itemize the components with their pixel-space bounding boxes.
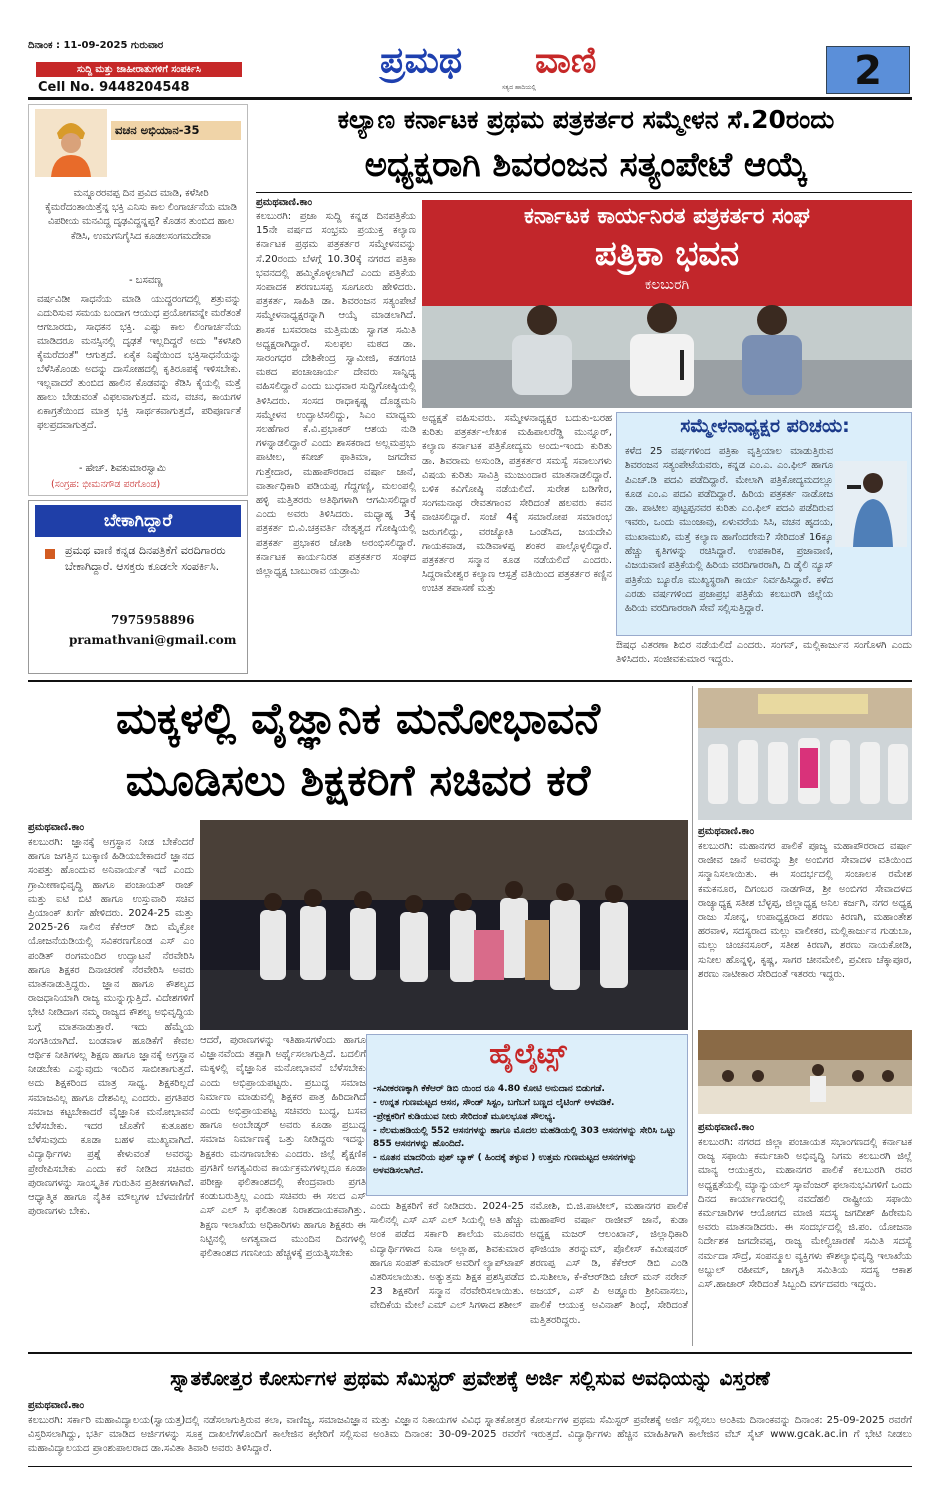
section-rule-2 xyxy=(28,1352,912,1354)
story5-headline: ಸ್ನಾತಕೋತ್ತರ ಕೋರ್ಸುಗಳ ಪ್ರಥಮ ಸೆಮಿಸ್ಟರ್ ಪ್ರವೇಶಕ್ಕೆ ಅರ್ಜಿ ಸಲ್ಲಿಸುವ ಅವಧಿಯನ್ನು ವಿಸ್ತರಣೆ xyxy=(170,1366,770,1390)
vachana-verse: ಮನ್ನೂರರವಪ್ಪ ದಿನ ಪ್ರವಿದ ಮಾಡಿ, ಕಳೆಸೀರಿ ಕೈಮರೆದಂತಾಯಿತ್ತೆನ್ನ ಭಕ್ತಿ ಎನಿಸು ಕಾಲ ಲಿಂಗಾರ್ಚನೆಯ ಮಾಡಿ ವಿಪರೀಯ ಮನವಿದ್ದ ದೃಢವಿದ್ದನ್ನಪ್ಪ? ಕೊಡನ ತುಂಬಿದ ಹಾಲ ಕೆಡಿಸಿ, ಉಮಗನಿಗೈಸಿದ ಕೂಡಲಸಂಗಮದೇವಾ xyxy=(45,188,237,242)
wanted-email: pramathvani@gmail.com xyxy=(69,633,237,647)
highlights-title: ಹೈಲೈಟ್ಸ್ xyxy=(489,1037,567,1070)
highlight-item: - ಉನ್ನತ ಗುಣಮಟ್ಟದ ಆಸನ, ಸೌಂಡ್ ಸಿಸ್ಟಂ, ಬಗೆಬಗೆ ಬಣ್ಣದ ಲೈಟಿಂಗ್ ಅಳವಡಿಕೆ. xyxy=(373,1098,615,1108)
story1-rule xyxy=(256,192,912,193)
press-meet-photo xyxy=(422,200,912,408)
section-rule-1 xyxy=(28,680,912,682)
banner-line1: ಕರ್ನಾಟಕ ಕಾರ್ಯನಿರತ ಪತ್ರಕರ್ತರ ಸಂಘ xyxy=(524,204,810,229)
tagline: ಸತ್ಯದ ಹಾದಿಯಲ್ಲಿ xyxy=(502,84,537,91)
wanted-title: ಬೇಕಾಗಿದ್ದಾರೆ xyxy=(35,505,241,537)
wanted-ad xyxy=(28,500,248,674)
felicitation-photo-1 xyxy=(698,688,912,820)
story2-col2: ಆದರೆ, ಪುರಾಣಗಳನ್ನು ಇತಿಹಾಸಗಳೆಂದು ಹಾಗೂ ವಿಜ್ಞಾನವೆಂದು ತಪ್ಪಾಗಿ ಅರ್ಥೈಸಲಾಗುತ್ತಿದೆ. ಬದಲಿಗೆ ಮಕ್ಕಳಲ್ಲಿ ವೈಜ್ಞಾನಿಕ ಮನೋಭಾವನೆ ಬೆಳೆಸಬೇಕು ಎಂದು ಅಭಿಪ್ರಾಯಪಟ್ಟರು. ಪ್ರಬುದ್ಧ ಸಮಾಜ ನಿರ್ಮಾಣ ಮಾಡುವಲ್ಲಿ ಶಿಕ್ಷಕರ ಪಾತ್ರ ಹಿರಿದಾಗಿದೆ ಎಂದು ಅಭಿಪ್ರಾಯಪಟ್ಟ ಸಚಿವರು ಬುದ್ಧ, ಬಸವ ಹಾಗೂ ಅಂಬೇಡ್ಕರ್ ಅವರು ಕೂಡಾ ಪ್ರಬುದ್ಧ ಸಮಾಜ ನಿರ್ಮಾಣಕ್ಕೆ ಒತ್ತು ನೀಡಿದ್ದರು ಇದನ್ನು ಶಿಕ್ಷಕರು ಮನಗಾಣಬೇಕು ಎಂದರು. ಜಿಲ್ಲೆ ಶೈಕ್ಷಣಿಕ ಪ್ರಗತಿಗೆ ಅಗತ್ಯವಿರುವ ಕಾರ್ಯಕ್ರಮಗಳಲ್ಲದೂ ಕೂಡಾ ಪರೀಕ್ಷಾ ಫಲಿತಾಂಶದಲ್ಲಿ ಕೇಂದ್ರವಾರು ಪ್ರಗತಿ ಕಂಡುಬರುತ್ತಿಲ್ಲ ಎಂದು ಸಚಿವರು ಈ ಸಲದ ಎಸ್ ಎಸ್ ಎಲ್ ಸಿ ಫಲಿತಾಂಶ ನಿರಾಶದಾಯಕವಾಗಿತ್ತು. ಶಿಕ್ಷಣ ಇಲಾಖೆಯ ಅಧಿಕಾರಿಗಳು ಹಾಗೂ ಶಿಕ್ಷಕರು ಈ ನಿಟ್ಟಿನಲ್ಲಿ ಅಗತ್ಯವಾದ ಮುಂದಿನ ದಿನಗಳಲ್ಲಿ ಫಲಿತಾಂಶದ ಗಣನೀಯ ಹೆಚ್ಚಳಕ್ಕೆ ಪ್ರಯತ್ನಿಸಬೇಕು xyxy=(200,1035,366,1260)
workshop-photo xyxy=(698,1030,912,1114)
story1-tail: ಔಷಧ ವಿತರಣಾ ಶಿಬಿರ ನಡೆಯಲಿದೆ ಎಂದರು. ಸಂಗನ್, ಮಲ್ಲಿಕಾರ್ಜುನ ಸಂಗೊಳಗಿ ಎಂದು ತಿಳಿಸಿದರು. ಸಂಜೀವಕುಮಾರ ಇದ್ದರು. xyxy=(616,640,912,666)
story1-col2: ಅಧ್ಯಕ್ಷತೆ ವಹಿಸುವರು. ಸಮ್ಮೇಳನಾಧ್ಯಕ್ಷರ ಬದುಕು-ಬರಹ ಕುರಿತು ಪತ್ರಕರ್ತ-ಲೇಖಕ ಮಹಿಪಾಲರೆಡ್ಡಿ ಮುನ್ನೂರ್, ಕಲ್ಯಾಣ ಕರ್ನಾಟಕ ಪತ್ರಿಕೋದ್ಯಮ ಅಂದು-ಇಂದು ಕುರಿತು ಡಾ. ಶಿವರಾಮ ಅಸುಂಡಿ, ಪತ್ರಕರ್ತರ ಸಮಸ್ಯೆ ಸವಾಲುಗಳು ವಿಷಯ ಕುರಿತು ಸಾವಿತ್ರಿ ಮುಜುಂದಾರ ಮಾತನಾಡಲಿದ್ದಾರೆ. ಬಳಿಕ ಕವಿಗೋಷ್ಠಿ ನಡೆಯಲಿದೆ. ಸುರೇಶ ಬಡಿಗೇರ, ಸಂಗಮನಾಥ ರೇವತಗಾಂವ ಸೇರಿದಂತೆ ಹಲವರು ಕವನ ವಾಚಿಸಲಿದ್ದಾರೆ. ಸಂಜೆ 4ಕ್ಕೆ ಸಮಾರೋಪ ಸಮಾರಂಭ ಜರುಗಲಿದ್ದು, ವರಜ್ಯೋತಿ ಒಂಡೆಸಿದ, ಜಯದೇವಿ ಗಾಯಕವಾಡ, ಮಡಿವಾಳಪ್ಪ ಶಂಕರ ಪಾಲ್ಗೊಳ್ಳಲಿದ್ದಾರೆ. ಪತ್ರಕರ್ತರ ಸನ್ಮಾನ ಕೂಡ ನಡೆಯಲಿದೆ ಎಂದರು. ಸಿದ್ದರಾಮೇಶ್ವರ ಕಲ್ಯಾಣ ಆಸ್ಪತ್ರೆ ವತಿಯಿಂದ ಪತ್ರಕರ್ತರ ಕಣ್ಣಿನ ಉಚಿತ ತಪಾಸಣೆ ಮತ್ತು xyxy=(422,413,612,595)
story4-body: ಕಲಬುರಗಿ: ನಗರದ ಜಿಲ್ಲಾ ಪಂಚಾಯತ ಸಭಾಂಗಣದಲ್ಲಿ ಕರ್ನಾಟಕ ರಾಜ್ಯ ಸಫಾಯಿ ಕರ್ಮಚಾರಿ ಅಭಿವೃದ್ಧಿ ನಿಗಮ ಕಲಬುರಗಿ ಜಿಲ್ಲೆ ಮಾನ್ಯ ಆಯುಕ್ತರು, ಮಹಾನಗರ ಪಾಲಿಕೆ ಕಲಬುರಗಿ ರವರ ಅಧ್ಯಕ್ಷತೆಯಲ್ಲಿ ಮ್ಯಾನ್ಯುಯಲ್ ಸ್ಕಾವೆಂಜರ್ ಫಲಾನುಭವಿಗಳಿಗೆ ಒಂದು ದಿನದ ಕಾರ್ಯಾಗಾರದಲ್ಲಿ ನವದೆಹಲಿ ರಾಷ್ಟ್ರೀಯ ಸಫಾಯಿ ಕರ್ಮಚಾರಿಗಳ ಆಯೋಗದ ಮಾಜಿ ಸದಸ್ಯ ಜಗದೀಶ್ ಹಿರೇಮನಿ ಅವರು ಮಾತನಾಡಿದರು. ಈ ಸಂದರ್ಭದಲ್ಲಿ ಜಿ.ಪಂ. ಯೋಜನಾ ನಿರ್ದೇಶಕ ಜಗದೇವಪ್ಪ, ರಾಜ್ಯ ಮೇಲ್ವಿಚಾರಣೆ ಸಮಿತಿ ಸದಸ್ಯೆ ನರ್ಮದಾ ಸೌದ್ರೆ, ಸಂಪನ್ಮೂಲ ವ್ಯಕ್ತಿಗಳು ಕೌಶಲ್ಯಾಭಿವೃದ್ಧಿ ಇಲಾಖೆಯ ಅಬ್ದುಲ್ ರಹೀಮ್, ಜಾಗೃತಿ ಸಮಿತಿಯ ಸದಸ್ಯ ಆಕಾಶ ಎಸ್.ಹಾಜಾರ್ ಸೇರಿದಂತೆ ಸಿಬ್ಬಂದಿ ವರ್ಗದವರು ಇದ್ದರು. xyxy=(698,1137,912,1291)
highlight-item: -ಪ್ರೇಕ್ಷಕರಿಗೆ ಕುಡಿಯುವ ನೀರು ಸೇರಿದಂತೆ ಮೂಲಭೂತ ಸೌಲಭ್ಯ. xyxy=(373,1112,556,1122)
story2-headline1: ಮಕ್ಕಳಲ್ಲಿ ವೈಜ್ಞಾನಿಕ ಮನೋಭಾವನೆ xyxy=(115,694,601,744)
story2-byline: ಪ್ರಮಥವಾಣಿ.ಕಾಂ xyxy=(28,822,85,833)
story1-byline: ಪ್ರಮಥವಾಣಿ.ಕಾಂ xyxy=(256,197,313,208)
story2-col1: ಕಲಬುರಗಿ: ಜ್ಞಾನಕ್ಕೆ ಅಗ್ರಸ್ಥಾನ ನೀಡ ಬೇಕೆಂದರೆ ಹಾಗೂ ಜಗತ್ತಿನ ಬುಕ್ಕಾಣಿ ಹಿಡಿಯಬೇಕಾದರೆ ಜ್ಞಾನದ ಸಂಪತ್ತು ಹೊಂದುವ ಅನಿವಾರ್ಯತೆ ಇದೆ ಎಂದು ಗ್ರಾಮೀಣಾಭಿವೃದ್ಧಿ ಹಾಗೂ ಪಂಚಾಯತ್ ರಾಜ್ ಮತ್ತು ಐಟಿ ಬಿಟಿ ಹಾಗೂ ಉಸ್ತುವಾರಿ ಸಚಿವ ಪ್ರಿಯಾಂಕ್ ಖರ್ಗೆ ಹೇಳಿದರು. 2024-25 ಮತ್ತು 2025-26 ಸಾಲಿನ ಕೆಕೆಆರ್ ಡಿಬಿ ಮೈಕ್ರೋ ಯೋಜನೆಯಡಿಯಲ್ಲಿ ಸವಿಕರಣಗೊಂಡ ಎಸ್ ಎಂ ಪಂಡಿತ್ ರಂಗಮಂದಿರ ಉದ್ಘಾಟನೆ ನೆರವೇರಿಸಿ ಹಾಗೂ ಶಿಕ್ಷಕರ ದಿನಾಚರಣೆ ನೆರವೇರಿಸಿ ಅವರು ಮಾತನಾಡುತ್ತಿದ್ದರು. ಜ್ಞಾನ ಹಾಗೂ ಕೌಶಲ್ಯದ ರಾಜಧಾನಿಯಾಗಿ ರಾಜ್ಯ ಮುನ್ನುಗ್ಗುತ್ತಿದೆ. ವಿದೇಶಗಳಿಗೆ ಭೇಟಿ ನೀಡಿದಾಗ ನಮ್ಮ ರಾಜ್ಯದ ಕೌಶಲ್ಯ ಅಭಿವೃದ್ಧಿಯ ಬಗ್ಗೆ ಮಾತನಾಡುತ್ತಾರೆ. ಇದು ಹೆಮ್ಮೆಯ ಸಂಗತಿಯಾಗಿದೆ. ಬಂಡವಾಳ ಹೂಡಿಕೆಗೆ ಕೇವಲ ಆರ್ಥಿಕ ನೀತಿಗಳಲ್ಲ ಶಿಕ್ಷಣ ಹಾಗೂ ಜ್ಞಾನಕ್ಕೆ ಅಗ್ರಸ್ಥಾನ ನೀಡಬೇಕು ಎನ್ನುವುದು ಇಂದಿನ ಸಾಬೀತಾಗುತ್ತದೆ. ಅದು ಶಿಕ್ಷಕರಿಂದ ಮಾತ್ರ ಸಾಧ್ಯ. ಶಿಕ್ಷಕರಿಲ್ಲದೆ ಸಮಾಜವಿಲ್ಲ ಹಾಗೂ ದೇಶವಿಲ್ಲ ಎಂದರು. ಪ್ರಗತಿಪರ ಸಮಾಜ ಕಟ್ಟಬೇಕಾದರೆ ವೈಜ್ಞಾನಿಕ ಮನೋಭಾವನೆ ಬೆಳೆಸಬೇಕು. ಇದರ ಜೊತೆಗೆ ಕುತೂಹಲ ಬೆಳೆಸುವುದು ಕೂಡಾ ಬಹಳ ಮುಖ್ಯವಾಗಿದೆ. ವಿದ್ಯಾರ್ಥಿಗಳು ಪ್ರಶ್ನೆ ಕೇಳುವಂತೆ ಅವರನ್ನು ಪ್ರೇರೇಪಿಸಬೇಕು ಎಂದು ಕರೆ ನೀಡಿದ ಸಚಿವರು ಪುರಾಣಗಳನ್ನು ಸಾಂಸ್ಕೃತಿಕ ಗುರುತಿನ ಪ್ರತೀಕಗಳಾಗಿವೆ. ಆಧ್ಯಾತ್ಮಿಕ ಹಾಗೂ ನೈತಿಕ ಮೌಲ್ಯಗಳ ಬೆಳವಣಿಗೆಗೆ ಪುರಾಣಗಳು ಬೇಕು. xyxy=(28,837,194,1218)
col-divider xyxy=(692,686,693,1346)
story3-body: ಕಲಬುರಗಿ: ಮಹಾನಗರ ಪಾಲಿಕೆ ಪೂಜ್ಯ ಮಹಾಪೌರರಾದ ವರ್ಷಾ ರಾಜೀವ ಜಾನೆ ಅವರನ್ನು ಶ್ರೀ ಅಂಬಿಗರ ಸೇವಾದಳ ವತಿಯಿಂದ ಸನ್ಮಾನಿಸಲಾಯಿತು. ಈ ಸಂದರ್ಭದಲ್ಲಿ ಸಂಚಾಲಕ ರಮೇಶ ಕಮಕನೂರ, ದಿಗಂಬರ ನಾಡಗೌಡ, ಶ್ರೀ ಅಂಬಿಗರ ಸೇವಾದಳದ ರಾಜ್ಯಾಧ್ಯಕ್ಷ ಸತೀಶ ಬೆಳ್ಳಪ್ಪ, ಜಿಲ್ಲಾಧ್ಯಕ್ಷ ಅನಿಲ ಕರ್ಜಗಿ, ನಗರ ಅಧ್ಯಕ್ಷ ರಾಜು ಸೋನ್ನ, ಉಪಾಧ್ಯಕ್ಷರಾದ ಶರಣು ಕಿರಣಗಿ, ಮಹಾಂತೇಶ ಹರವಾಳ, ಸದಸ್ಯರಾದ ಮಲ್ಲು ವಾಲೀಕರ, ಮಲ್ಲಿಕಾರ್ಜುನ ಗುಡುಬಾ, ಮಲ್ಲು ಚಿಂಚನಸೂರ್, ಸತೀಶ ಕಿರಣಗಿ, ಶರಣು ನಾಯಕೋಡಿ, ಸುನೀಲ ಹೊನ್ನಳ್ಳಿ, ಕೃಷ್ಣ, ಸಾಗರ ಚೀನಮೇಲಿ, ಪ್ರವೀಣ ಚೆಕ್ಕಾಪೂರ, ಶರಣು ನಾಟೀಕಾರ ಸೇರಿದಂತೆ ಇತರರು ಇದ್ದರು. xyxy=(698,841,912,980)
highlight-item: - ನೂತನ ಮಾದರಿಯ ಪುಶ್ ಬ್ಯಾಕ್ ( ಹಿಂದಕ್ಕೆ ತಳ್ಳುವ ) ಉತ್ತಮ ಗುಣಮಟ್ಟದ ಆಸನಗಳನ್ನು ಅಳವಡಿಸಲಾಗಿದೆ. xyxy=(373,1153,637,1176)
bottom-rule xyxy=(28,1466,912,1467)
highlights-box xyxy=(366,1034,688,1196)
wanted-phone: 7975958896 xyxy=(111,613,195,627)
story1-headline2: ಅಧ್ಯಕ್ಷರಾಗಿ ಶಿವರಂಜನ ಸತ್ಯಂಪೇಟೆ ಆಯ್ಕೆ xyxy=(364,145,808,185)
banner-line2: ಪತ್ರಿಕಾ ಭವನ xyxy=(594,234,740,274)
highlights-list xyxy=(373,1083,685,1178)
page-number-box xyxy=(826,46,910,94)
story2-headline2: ಮೂಡಿಸಲು ಶಿಕ್ಷಕರಿಗೆ ಸಚಿವರ ಕರೆ xyxy=(125,756,591,806)
intro-body: ಕಳೆದ 25 ವರ್ಷಗಳಿಂದ ಪತ್ರಿಕಾ ವೃತ್ತಿಯಾಲ ಮಾಡುತ್ತಿರುವ ಶಿವರಂಜನ ಸತ್ಯಂಪೇಟೆಯವರು, ಕನ್ನಡ ಎಂ.ಎ. ಎಂ.ಫಿಲ್ ಹಾಗೂ ಪಿಎಚ್.ಡಿ ಪದವಿ ಪಡೆದಿದ್ದಾರೆ. ಮೇಲಾಗಿ ಪತ್ರಿಕೋದ್ಯಮದಲ್ಲೂ ಕೂಡ ಎಂ.ಎ ಪದವಿ ಪಡೆದಿದ್ದಾರೆ. ಹಿರಿಯ ಪತ್ರಕರ್ತ ನಾಡೋಜ ಡಾ. ಪಾಟೀಲ ಪುಟ್ಟಪ್ಪನವರ ಕುರಿತು ಎಂ.ಫಿಲ್ ಪದವಿ ಪಡೆದಿರುವ ಇವರು, ಒಂದು ಮುಂಜಾವು, ಏಳುವರೆಯ ಸಿಸಿ, ವಚನ ಹೃದಯ, ಮುಖಾಮುಖಿ, ಮತ್ತೆ ಕಲ್ಯಾಣ ಹಾಗೆಂದರೇನು? ಸೇರಿದಂತೆ 16ಕ್ಕೂ ಹೆಚ್ಚು ಕೃತಿಗಳನ್ನು ರಚಿಸಿದ್ದಾರೆ. ಉಪಕಾರಿಕ, ಪ್ರಜಾವಾಣಿ, ವಿಜಯವಾಣಿ ಪತ್ರಿಕೆಯಲ್ಲಿ ಹಿರಿಯ ವರದಿಗಾರರಾಗಿ, ದಿ ಡೈಲಿ ನ್ಯೂಸ್ ಪತ್ರಿಕೆಯ ಬ್ಯೂರೊ ಮುಖ್ಯಸ್ಥರಾಗಿ ಕಾರ್ಯ ನಿರ್ವಹಿಸಿದ್ದಾರೆ. ಕಳೆದ ಎರಡು ವರ್ಷಗಳಿಂದ ಪ್ರಜಾಪ್ರಭ ಪತ್ರಿಕೆಯ ಕಲಬುರಗಿ ಜಿಲ್ಲೆಯ ಹಿರಿಯ ವರದಿಗಾರರಾಗಿ ಸೇವೆ ಸಲ್ಲಿಸುತ್ತಿದ್ದಾರೆ. xyxy=(625,446,833,615)
page-number: 2 xyxy=(854,48,882,94)
story5-body: ಕಲಬುರಗಿ: ಸರ್ಕಾರಿ ಮಹಾವಿದ್ಯಾಲಯ(ಸ್ವಾಯತ್ತ)ದಲ್ಲಿ ನಡೆಸಲಾಗುತ್ತಿರುವ ಕಲಾ, ವಾಣಿಜ್ಯ, ಸಮಾಜವಿಜ್ಞಾನ ಮತ್ತು ವಿಜ್ಞಾನ ನಿಕಾಯಗಳ ವಿವಿಧ ಸ್ನಾತಕೋತ್ತರ ಕೋರ್ಸುಗಳ ಪ್ರಥಮ ಸೆಮಿಸ್ಟರ್ ಪ್ರವೇಶಕ್ಕೆ ಅರ್ಜಿ ಸಲ್ಲಿಸಲು ಅಂತಿಮ ದಿನಾಂಕವನ್ನು ದಿನಾಂಕ: 25-09-2025 ರವರೆಗೆ ವಿಸ್ತರಿಸಲಾಗಿದ್ದು, ಭರ್ತಿ ಮಾಡಿದ ಅರ್ಜಿಗಳನ್ನು ಸೂಕ್ತ ದಾಖಲೆಗಳೊಂದಿಗೆ ಕಾಲೇಜಿನ ಕಛೇರಿಗೆ ಸಲ್ಲಿಸುವ ಅಂತಿಮ ದಿನಾಂಕ: 30-09-2025 ರವರೆಗೆ ಇರುತ್ತದೆ. ವಿದ್ಯಾರ್ಥಿಗಳು ಹೆಚ್ಚಿನ ಮಾಹಿತಿಗಾಗಿ ಕಾಲೇಜಿನ ವೆಬ್ ಸೈಟ್ www.gcak.ac.in ಗೆ ಭೇಟಿ ನೀಡಲು ಮಹಾವಿದ್ಯಾಲಯದ ಪ್ರಾಂಶುಪಾಲರಾದ ಡಾ.ಸವಿತಾ ತಿವಾರಿ ಅವರು ತಿಳಿಸಿದ್ದಾರೆ. xyxy=(28,1415,912,1455)
story4-byline: ಪ್ರಮಥವಾಣಿ.ಕಾಂ xyxy=(698,1122,755,1133)
highlight-item: -ಸವೀಕರಣಕ್ಕಾಗಿ ಕೆಕೆಆರ್ ಡಿಬಿ ಯಿಂದ ರೂ 4.80 ಕೋಟಿ ಅನುದಾನ ಬಿಡುಗಡೆ. xyxy=(373,1084,605,1094)
story5-byline: ಪ್ರಮಥವಾಣಿ.ಕಾಂ xyxy=(28,1400,85,1411)
vachana-label: ವಚನ ಅಭಿಯಾನ-35 xyxy=(111,121,241,140)
story2-col3: ಎಂದು ಶಿಕ್ಷಕರಿಗೆ ಕರೆ ನೀಡಿದರು. 2024-25 ಸಾಲಿನಲ್ಲಿ ಎಸ್ ಎಸ್ ಎಲ್ ಸಿಯಲ್ಲಿ ಅತಿ ಹೆಚ್ಚು ಅಂಕ ಪಡೆದ ಸರ್ಕಾರಿ ಶಾಲೆಯ ಮೂವರು ವಿದ್ಯಾರ್ಥಿಗಳಾದ ನಿಸಾ ಅಲ್ಲಾಹ, ಶಿವಕುಮಾರ ಹಾಗೂ ಸಂಪತ್ ಕುಮಾರ್ ಅವರಿಗೆ ಲ್ಯಾಪ್‌ಟಾಪ್ ವಿತರಿಸಲಾಯಿತು. ಅತ್ಯುತ್ತಮ ಶಿಕ್ಷಕ ಪ್ರಶಸ್ತಿಪಡೆದ 23 ಶಿಕ್ಷಕರಿಗೆ ಸನ್ಮಾನ ನೆರವೇರಿಸಲಾಯಿತು. ವೇದಿಕೆಯ ಮೇಲೆ ಎಮ್ ಎಲ್ ಸಿಗಳಾದ ಶಶೀಲ್ xyxy=(370,1201,524,1312)
press-people xyxy=(422,290,912,408)
vachana-explainer: - ಹೇಚ್. ಶಿವಕುಮಾರಸ್ವಾಮಿ xyxy=(79,463,166,474)
contact-banner: ಸುದ್ದಿ ಮತ್ತು ಜಾಹೀರಾತುಗಳಿಗೆ ಸಂಪರ್ಕಿಸಿ xyxy=(36,62,242,77)
masthead xyxy=(0,0,945,98)
wanted-body: ಪ್ರಮಥ ವಾಣಿ ಕನ್ನಡ ದಿನಪತ್ರಿಕೆಗೆ ವರದಿಗಾರರು ಬೇಕಾಗಿದ್ದಾರೆ. ಆಸಕ್ತರು ಕೂಡಲೇ ಸಂಪರ್ಕಿಸಿ. xyxy=(65,544,226,573)
story1-headline1: ಕಲ್ಯಾಣ ಕರ್ನಾಟಕ ಪ್ರಥಮ ಪತ್ರಕರ್ತರ ಸಮ್ಮೇಳನ ಸೆ.20ರಂದು xyxy=(337,105,835,134)
date-line: ದಿನಾಂಕ : 11-09-2025 ಗುರುವಾರ xyxy=(28,40,164,51)
wanted-bullet xyxy=(45,549,55,559)
title-left: ಪ್ರಮಥ xyxy=(380,40,463,81)
felicitation-people xyxy=(698,688,912,820)
vachana-editor: (ಸಂಗ್ರಹ: ಭೀಮನಗೌಡ ಪರಗೊಂಡ) xyxy=(51,479,161,490)
title-right: ವಾಣಿ xyxy=(535,40,597,81)
vachana-box xyxy=(28,104,248,496)
saint-portrait xyxy=(35,109,107,177)
speaker-photo xyxy=(835,461,907,547)
stage-photo xyxy=(200,820,688,1030)
masthead-logo xyxy=(380,40,640,92)
vachana-author: - ಬಸವಣ್ಣ xyxy=(129,275,163,286)
story2-col4: ನಮೋಶಿ, ಬಿ.ಜಿ.ಪಾಟೀಲ್, ಮಹಾನಗರ ಪಾಲಿಕೆ ಮಹಾಪೌರ ವರ್ಷಾ ರಾಜೀವ್ ಜಾನೆ, ಕುಡಾ ಅಧ್ಯಕ್ಷ ಮಜರ್ ಆಲಂಖಾನ್, ಜಿಲ್ಲಾಧಿಕಾರಿ ಫೌಜಿಯಾ ತರನ್ನುಮ್, ಪೊಲೀಸ್ ಕಮೀಷನರ್ ಶರಣಪ್ಪ ಎಸ್ ಡಿ, ಕೆಕೆಆರ್ ಡಿಬಿ ಎಂಡಿ ಬಿ.ಸುಶೀಲಾ, ಕೆ-ಕೆಆರ್‌ಡಿಬಿ ಚೇರ್ ಮನ್ ನರೇನ್ ಅಜಯ್, ಎಸ್ ಪಿ ಅಡ್ಡೂರು ಶ್ರೀನಿವಾಸಲು, ಪಾಲಿಕೆ ಆಯುಕ್ತ ಅವಿನಾಶ್ ಶಿಂಧೆ, ಸೇರಿದಂತೆ ಮತ್ತಿತರರಿದ್ದರು. xyxy=(530,1201,688,1326)
intro-box xyxy=(616,412,912,636)
workshop-people xyxy=(698,1030,912,1114)
cell-number: Cell No. 9448204548 xyxy=(38,80,190,95)
banner-line3: ಕಲಬುರಗಿ xyxy=(644,277,690,293)
highlight-item: - ನೆಲಮಹಡಿಯಲ್ಲಿ 552 ಆಸನಗಳನ್ನು ಹಾಗೂ ಮೊದಲ ಮಹಡಿಯಲ್ಲಿ 303 ಆಸನಗಳನ್ನು ಸೇರಿಸಿ ಒಟ್ಟು 855 ಆಸನಗಳನ್ನು ಹೊಂದಿದೆ. xyxy=(373,1126,676,1149)
story3-byline: ಪ್ರಮಥವಾಣಿ.ಕಾಂ xyxy=(698,826,755,837)
vachana-explanation: ವರ್ಷವಿಡೀ ಸಾಧನೆಯ ಮಾಡಿ ಯುದ್ಧರಂಗದಲ್ಲಿ ಶತ್ರುವನ್ನು ಎದುರಿಸುವ ಸಮಯ ಬಂದಾಗ ಆಯುಧ ಪ್ರಯೋಗವನ್ನೇ ಮರೆತಂತೆ ಆಗಬಾರದು, ಸಾಧಕನ ಭಕ್ತಿ. ಎಷ್ಟು ಕಾಲ ಲಿಂಗಾರ್ಚನೆಯ ಮಾಡಿದರೂ ಮನಸ್ಸಿನಲ್ಲಿ ದೃಢತೆ ಇಲ್ಲದಿದ್ದರೆ ಅದು "ಕಳಸೀರಿ ಕೈಮರೆದಂತೆ" ಆಗುತ್ತದೆ. ಏಕೈಕ ನಿಷ್ಠೆಯಿಂದ ಭಕ್ತಿಸಾಧನೆಯನ್ನು ಬೆಳೆಸಿಕೊಂಡು ಅದನ್ನು ದಾಸೋಹದಲ್ಲಿ ಕೃತಿರೂಪಕ್ಕೆ ಇಳಿಸಬೇಕು. ಇಲ್ಲವಾದರೆ ತುಂಬಿದ ಹಾಲಿನ ಕೊಡವನ್ನು ಕೆಡಿಸಿ ಕೈಯಲ್ಲಿ ಮತ್ತೆ ಹಾಲು ಬೇಡುವಂತೆ ವಿಫಲವಾಗುತ್ತದೆ. ಮನ, ವಚನ, ಕಾಯಗಳ ಏಕಾಗ್ರತೆಯಿಂದ ಮಾತ್ರ ಭಕ್ತಿ ಸಾರ್ಥಕವಾಗುತ್ತದೆ, ಪರಿಪೂರ್ಣತೆ ಫಲಪ್ರದವಾಗುತ್ತದೆ. xyxy=(37,294,241,431)
story1-col1: ಕಲಬುರಗಿ: ಪ್ರಜಾ ಸುದ್ದಿ ಕನ್ನಡ ದಿನಪತ್ರಿಕೆಯ 15ನೇ ವರ್ಷದ ಸಂಭ್ರಮ ಪ್ರಯುಕ್ತ ಕಲ್ಯಾಣ ಕರ್ನಾಟಕ ಪ್ರಥಮ ಪತ್ರಕರ್ತರ ಸಮ್ಮೇಳನವನ್ನು ಸೆ.20ರಂದು ಬೆಳಗ್ಗೆ 10.30ಕ್ಕೆ ನಗರದ ಪತ್ರಿಕಾ ಭವನದಲ್ಲಿ ಹಮ್ಮಿಕೊಳ್ಳಲಾಗಿದೆ ಎಂದು ಪತ್ರಿಕೆಯ ಸಂಪಾದಕ ಶರಣಬಸಪ್ಪ ಸೂಗೂರು ಹೇಳಿದರು. ಪತ್ರಕರ್ತ, ಸಾಹಿತಿ ಡಾ. ಶಿವರಂಜನ ಸತ್ಯಂಪೇಟೆ ಸಮ್ಮೇಳನಾಧ್ಯಕ್ಷರನ್ನಾಗಿ ಆಯ್ಕೆ ಮಾಡಲಾಗಿದೆ. ಶಾಸಕ ಬಸವರಾಜ ಮತ್ತಿಮಡು ಸ್ವಾಗತ ಸಮಿತಿ ಅಧ್ಯಕ್ಷರಾಗಿದ್ದಾರೆ. ಸುಲಫಲ ಮಠದ ಡಾ. ಸಾರಂಗಧರ ದೇಶಿಕೇಂದ್ರ ಸ್ವಾಮೀಜಿ, ಕಡಗಂಚಿ ಮಠದ ಪಂಚಾಚಾರ್ಯ ದೇವರು ಸಾನ್ನಿಧ್ಯ ವಹಿಸಲಿದ್ದಾರೆ ಎಂದು ಬುಧವಾರ ಸುದ್ದಿಗೋಷ್ಠಿಯಲ್ಲಿ ತಿಳಿಸಿದರು. ಸಂಸದ ರಾಧಾಕೃಷ್ಣ ದೊಡ್ಡಮನಿ ಸಮ್ಮೇಳನ ಉದ್ಘಾಟಿಸಲಿದ್ದು, ಸಿಎಂ ಮಾಧ್ಯಮ ಸಲಹೆಗಾರ ಕೆ.ವಿ.ಪ್ರಭಾಕರ್ ಆಶಯ ನುಡಿ ಗಳನ್ನಾಡಲಿದ್ದಾರೆ ಎಂದು ಶಾಸಕರಾದ ಅಲ್ಲಮಪ್ರಭು ಪಾಟೀಲ, ಕನೀಜ್ ಫಾತಿಮಾ, ಜಗದೇವ ಗುತ್ತೇದಾರ, ಮಹಾಪೌರರಾದ ವರ್ಷಾ ಜಾನೆ, ವಾರ್ತಾಧಿಕಾರಿ ಪಡಿಯಪ್ಪ ಗೆದ್ದಗಣ್ಣಿ, ಮಲಂಪಲ್ಲಿ ಹಳ್ಳಿ ಮತ್ತಿತರರು ಅತಿಥಿಗಳಾಗಿ ಆಗಮಿಸಲಿದ್ದಾರೆ ಎಂದು ಅವರು ತಿಳಿಸಿದರು. ಮಧ್ಯಾಹ್ನ 3ಕ್ಕೆ ಪತ್ರಕರ್ತ ಬಿ.ವಿ.ಚಕ್ರವರ್ತಿ ನೇತೃತ್ವದ ಗೋಷ್ಠಿಯಲ್ಲಿ ಪತ್ರಕರ್ತ ಪ್ರಭಾಕರ ಜೋಶಿ ಅರಂಭಿಸಲಿದ್ದಾರೆ. ಕರ್ನಾಟಕ ಕಾರ್ಯನಿರತ ಪತ್ರಕರ್ತರ ಸಂಘದ ಜಿಲ್ಲಾಧ್ಯಕ್ಷ ಬಾಬುರಾವ ಯಡ್ರಾಮಿ xyxy=(256,211,416,578)
stage-people xyxy=(200,820,688,1030)
intro-title: ಸಮ್ಮೇಳನಾಧ್ಯಕ್ಷರ ಪರಿಚಯ: xyxy=(680,415,850,437)
